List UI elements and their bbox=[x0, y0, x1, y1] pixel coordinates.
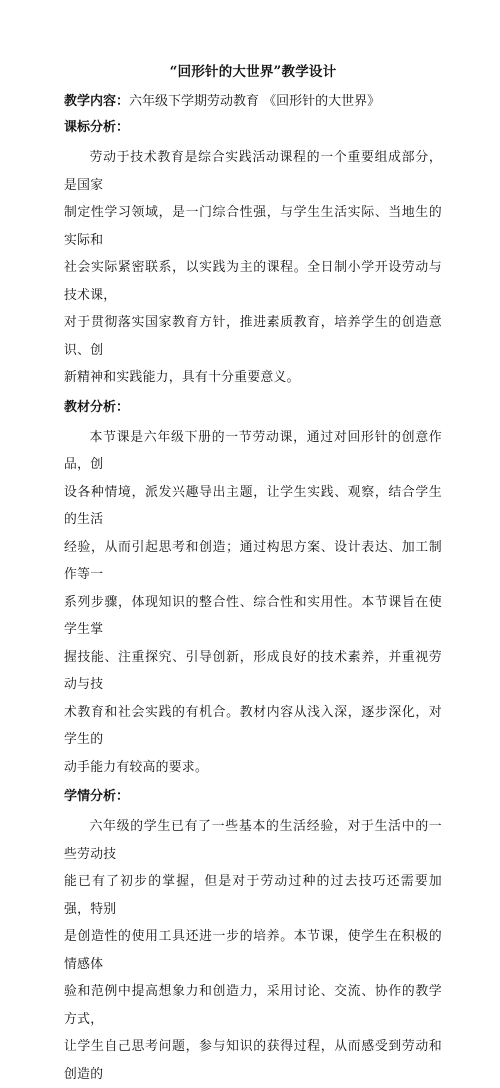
document-title: “回形针的大世界”教学设计 bbox=[169, 64, 337, 80]
section-curriculum-standard bbox=[64, 118, 442, 392]
section-paragraph bbox=[64, 424, 442, 782]
paragraph-line: 让学生自己思考问题，参与知识的获得过程，从而感受到劳动和创造的 bbox=[64, 1039, 442, 1082]
paragraph-line: 制定性学习领域，是一门综合性强，与学生生活实际、当地生的实际和 bbox=[64, 205, 442, 248]
section-heading: 课标分析： bbox=[64, 120, 130, 135]
paragraph-line: 经验，从而引起思考和创造；通过构思方案、设计表达、加工制作等一 bbox=[64, 539, 442, 582]
teaching-content-label: 教学内容： bbox=[64, 94, 130, 109]
section-textbook-analysis bbox=[64, 398, 442, 782]
teaching-content-value: 六年级下学期劳动教育 《回形针的大世界》 bbox=[129, 94, 381, 109]
paragraph-line: 能已有了初步的掌握，但是对于劳动过种的过去技巧还需要加强，特别 bbox=[64, 874, 442, 917]
paragraph-line: 设各种情境，派发兴趣导出主题，让学生实践、观察，结合学生的生活 bbox=[64, 484, 442, 527]
section-paragraph bbox=[64, 813, 442, 1088]
paragraph-line: 握技能、注重探究、引导创新，形成良好的技术素养，并重视劳动与技 bbox=[64, 649, 442, 692]
section-paragraph bbox=[64, 144, 442, 392]
section-heading: 教材分析： bbox=[64, 399, 130, 415]
paragraph-line: 对于贯彻落实国家教育方针，推进素质教育，培养学生的创造意识、创 bbox=[64, 315, 442, 358]
paragraph-line: 新精神和实践能力，具有十分重要意义。 bbox=[64, 370, 300, 385]
paragraph-line: 动手能力有较高的要求。 bbox=[64, 759, 209, 775]
paragraph-line: 术教育和社会实践的有机合。教材内容从浅入深，逐步深化，对学生的 bbox=[64, 704, 442, 747]
paragraph-line: 劳动于技术教育是综合实践活动课程的一个重要组成部分，是国家 bbox=[64, 150, 442, 193]
paragraph-line: 验和范例中提高想象力和创造力，采用讨论、交流、协作的教学方式， bbox=[64, 984, 442, 1027]
section-student-analysis bbox=[64, 787, 442, 1088]
paragraph-line: 六年级的学生已有了一些基本的生活经验，对于生活中的一些劳动技 bbox=[64, 819, 442, 862]
paragraph-line: 本节课是六年级下册的一节劳动课，通过对回形针的创意作品，创 bbox=[64, 429, 442, 472]
teaching-content-line bbox=[64, 92, 442, 112]
paragraph-line: 社会实际紧密联系，以实践为主的课程。全日制小学开设劳动与技术课， bbox=[64, 260, 442, 303]
paragraph-line: 是创造性的使用工具还进一步的培养。本节课，使学生在积极的情感体 bbox=[64, 929, 442, 972]
paragraph-line: 系列步骤，体现知识的整合性、综合性和实用性。本节课旨在使学生掌 bbox=[64, 594, 442, 637]
section-heading: 学情分析： bbox=[64, 789, 130, 804]
